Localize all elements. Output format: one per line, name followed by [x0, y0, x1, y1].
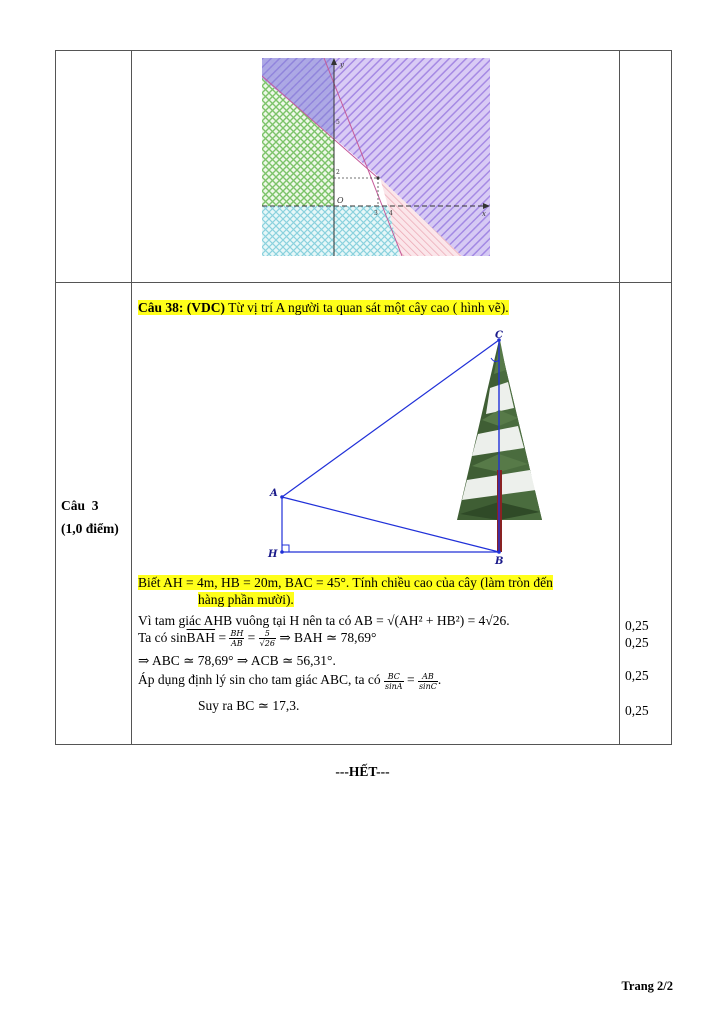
tick-x-4: 4 — [389, 210, 393, 217]
solution-line-2: Ta có $\sin\overline{BAH}$ = $\frac{BH}{AB}$ = $\frac{5}{√26}$ ⇒ BAH ≃ 78,69° — [138, 629, 377, 649]
question-points: (1,0 điểm) — [61, 521, 119, 536]
problem-given — [138, 574, 614, 608]
problem-title: Câu 38: (VDC) — [138, 300, 225, 315]
given-line-1: Biết AH = 4m, HB = 20m, BAC = 45°. Tính chiều cao của cây (làm tròn đến — [138, 575, 553, 590]
inequality-graph — [262, 58, 490, 256]
score-1: 0,25 — [625, 618, 649, 633]
problem-statement — [138, 299, 509, 316]
solution-line-5: Suy ra BC ≃ 17,3. — [198, 697, 300, 713]
tick-x-3: 3 — [374, 210, 378, 217]
x-axis-label: x — [482, 210, 486, 218]
point-c-label: C — [495, 330, 503, 341]
given-line-2: hàng phần mười). — [198, 592, 294, 607]
column-divider — [619, 51, 620, 744]
question-label-cell — [61, 494, 119, 540]
column-divider — [131, 51, 132, 744]
origin-label: O — [337, 196, 344, 205]
question-number: Câu 3 — [61, 498, 99, 513]
solution-line-3: ⇒ ABC ≃ 78,69° ⇒ ACB ≃ 56,31°. — [138, 653, 336, 669]
tick-y-5: 5 — [336, 119, 340, 126]
score-2: 0,25 — [625, 635, 649, 650]
point-b-label: B — [495, 556, 504, 565]
problem-title-rest: Từ vị trí A người ta quan sát một cây cao ( hình vẽ). — [225, 300, 509, 315]
solution-block — [138, 612, 616, 714]
end-marker: ---HẾT--- — [335, 764, 390, 779]
score-3: 0,25 — [625, 668, 649, 683]
y-axis-label: y — [340, 61, 344, 69]
point-h-label: H — [268, 549, 278, 560]
solution-line-4: Áp dụng định lý sin cho tam giác ABC, ta có $\frac{BC}{\sin A}$ = $\frac{AB}{\sin C}$ . — [138, 671, 442, 691]
page-number: Trang 2/2 — [621, 979, 673, 993]
tree-figure — [262, 330, 562, 565]
tick-y-2: 2 — [336, 169, 340, 176]
solution-line-1: Vì tam giác AHB vuông tại H nên ta có AB = √(AH² + HB²) = 4√26. — [138, 613, 510, 628]
score-4: 0,25 — [625, 703, 649, 718]
row-divider — [56, 282, 671, 283]
point-a-label: A — [270, 488, 278, 499]
